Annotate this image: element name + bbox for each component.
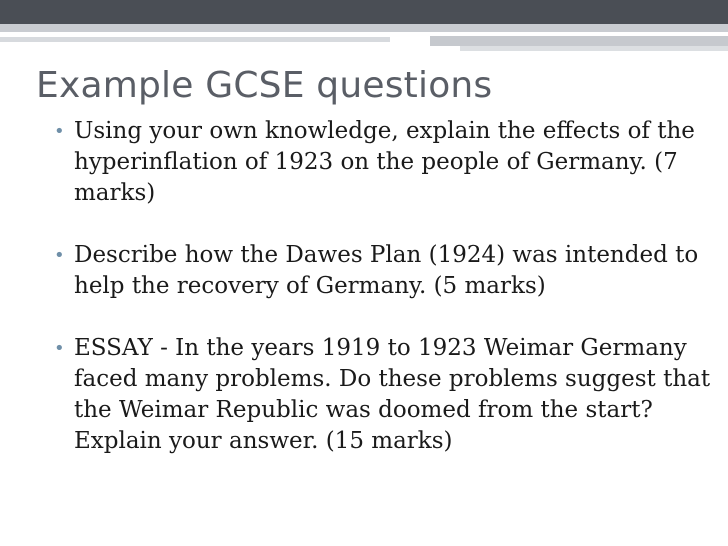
bullet-item bbox=[54, 333, 714, 457]
bullet-list bbox=[54, 116, 714, 457]
bullet-dot-icon: • bbox=[54, 121, 65, 142]
bullet-item bbox=[54, 240, 714, 302]
bullet-item bbox=[54, 116, 714, 209]
header-band-light bbox=[0, 24, 728, 32]
bullet-dot-icon: • bbox=[54, 245, 65, 266]
bullet-dot-icon: • bbox=[54, 338, 65, 359]
header-bar-right-thin bbox=[460, 46, 728, 51]
header-band-dark bbox=[0, 0, 728, 24]
slide-title: Example GCSE questions bbox=[36, 65, 493, 106]
header-bar-left bbox=[0, 37, 390, 42]
header-bar-right bbox=[430, 36, 728, 46]
bullet-text: Using your own knowledge, explain the effects of the hyperinflation of 1923 on the people of Germany. (7 marks) bbox=[74, 118, 695, 206]
bullet-text: Describe how the Dawes Plan (1924) was intended to help the recovery of Germany. (5 marks) bbox=[74, 242, 699, 299]
bullet-text: ESSAY - In the years 1919 to 1923 Weimar Germany faced many problems. Do these problems suggest that the Weimar Republic was doomed from the start? Explain your answer. (15 marks) bbox=[74, 335, 711, 454]
